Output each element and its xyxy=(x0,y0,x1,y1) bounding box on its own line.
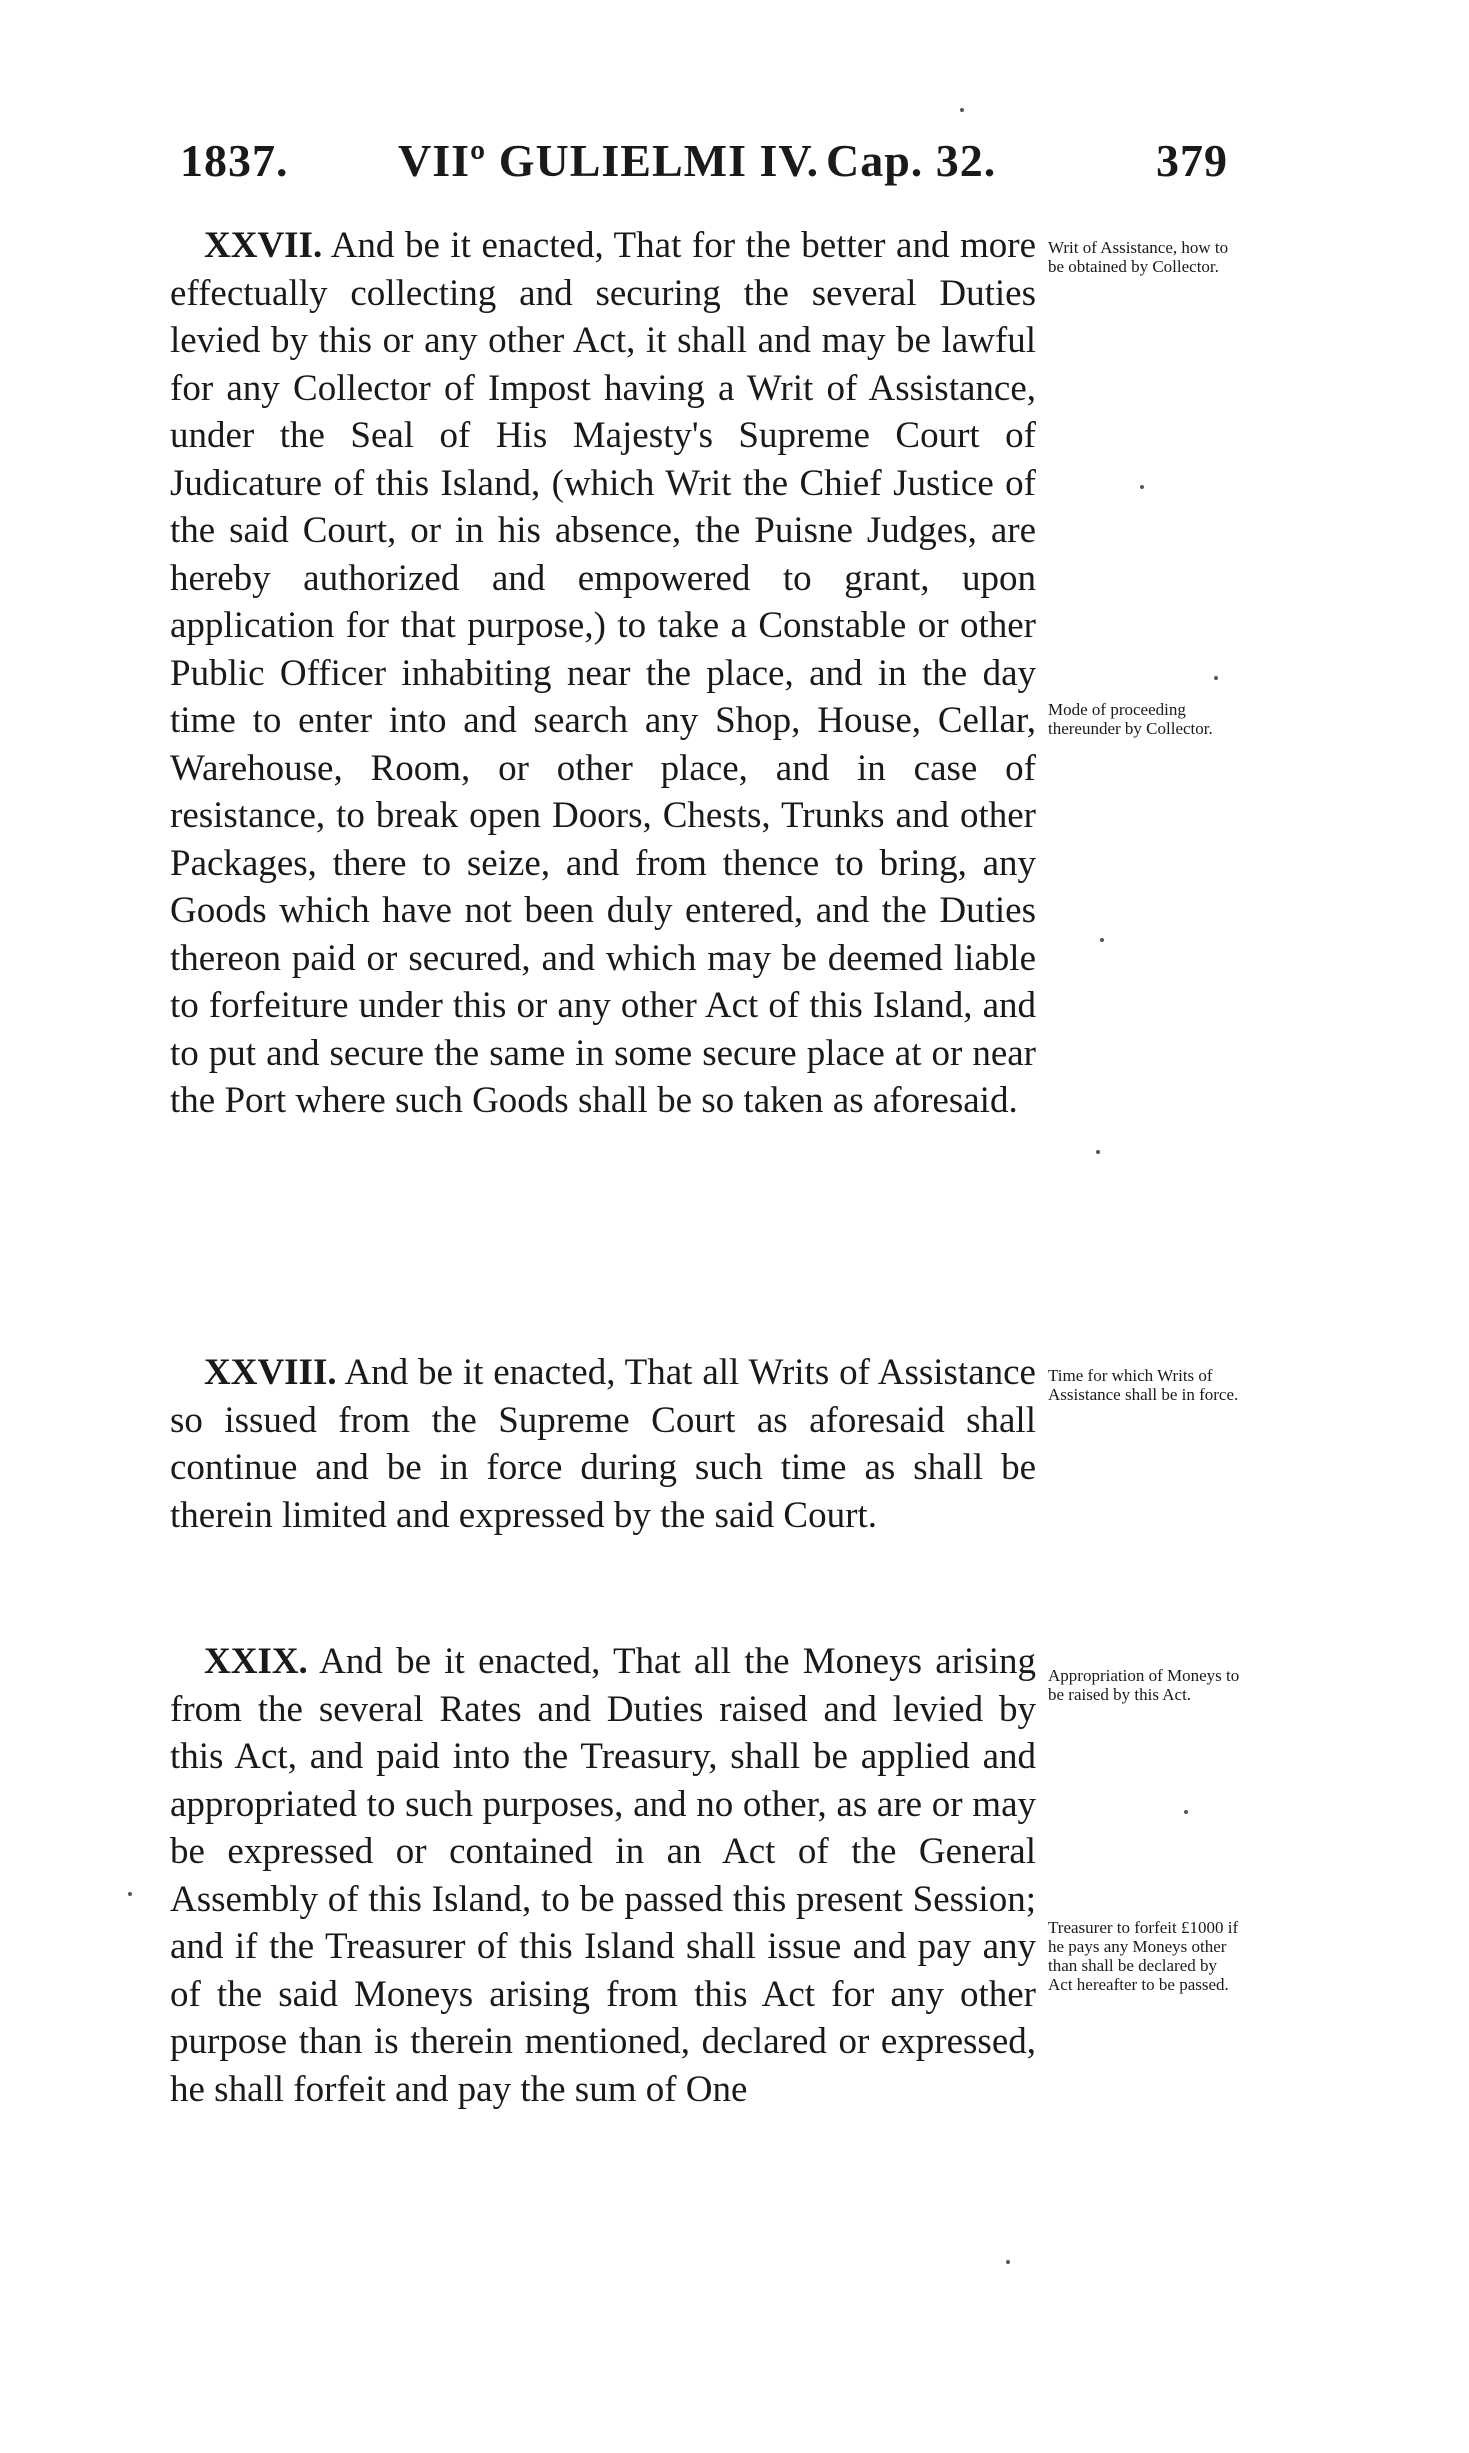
margin-note: Writ of Assistance, how to be obtained by Collector. xyxy=(1048,238,1229,276)
page-number: 379 xyxy=(1156,135,1228,186)
header-chapter: Cap. 32. xyxy=(826,135,997,186)
scan-speck xyxy=(128,1892,132,1896)
section-number: XXIX. xyxy=(204,1641,308,1682)
section-text: And be it enacted, That all the Moneys arising from the several Rates and Duties raised and levied by this Act, and paid into the Treasury, shall be applied and appropriated to such purposes, and no other, as are or may be expressed or contained in an Act of the General Assembly of this Island, to be passed this present Session; and if the Treasurer of this Island shall issue and pay any of the said Moneys arising from this Act for any other purpose than is therein mentioned, declared or expressed, he shall forfeit and pay the sum of One xyxy=(170,1641,1036,2110)
margin-note: Treasurer to forfeit £1000 if he pays any Moneys other than shall be declared by Act hereafter to be passed. xyxy=(1048,1918,1239,1994)
section-text: And be it enacted, That for the better and more effectually collecting and securing the several Duties levied by this or any other Act, it shall and may be lawful for any Collector of Impost having a Writ of Assistance, under the Seal of His Majesty's Supreme Court of Judicature of this Island, (which Writ the Chief Justice of the said Court, or in his absence, the Puisne Judges, are hereby authorized and empowered to grant, upon application for that purpose,) to take a Constable or other Public Officer inhabiting near the place, and in the day time to enter into and search any Shop, House, Cellar, Warehouse, Room, or other place, and in case of resistance, to break open Doors, Chests, Trunks and other Packages, there to seize, and from thence to bring, any Goods which have not been duly entered, and the Duties thereon paid or secured, and which may be deemed liable to forfeiture under this or any other Act of this Island, and to put and secure the same in some secure place at or near the Port where such Goods shall be so taken as aforesaid. xyxy=(170,225,1036,1121)
scan-speck xyxy=(960,108,964,112)
margin-note: Appropriation of Moneys to be raised by this Act. xyxy=(1048,1666,1240,1704)
scan-speck xyxy=(1006,2260,1010,2264)
section-paragraph xyxy=(170,222,1036,1125)
section-number: XXVII. xyxy=(204,225,323,266)
section-number: XXVIII. xyxy=(204,1352,337,1393)
scan-speck xyxy=(1184,1810,1188,1814)
margin-note: Mode of proceeding thereunder by Collector. xyxy=(1048,700,1213,738)
section-paragraph xyxy=(170,1349,1036,1539)
scan-speck xyxy=(1140,485,1144,489)
margin-note: Time for which Writs of Assistance shall be in force. xyxy=(1048,1366,1239,1404)
header-title: VIIº GULIELMI IV. xyxy=(398,135,820,186)
section-xxviii xyxy=(170,1349,1036,1539)
section-xxvii xyxy=(170,222,1036,1125)
header-year: 1837. xyxy=(180,135,289,186)
running-header xyxy=(168,134,1228,200)
section-text: And be it enacted, That all Writs of Assistance so issued from the Supreme Court as aforesaid shall continue and be in force during such time as shall be therein limited and expressed by the said Court. xyxy=(170,1352,1036,1536)
scan-speck xyxy=(1100,938,1104,942)
section-paragraph xyxy=(170,1638,1036,2113)
scan-speck xyxy=(1214,676,1218,680)
section-xxix xyxy=(170,1638,1036,2113)
scan-speck xyxy=(1096,1150,1100,1154)
